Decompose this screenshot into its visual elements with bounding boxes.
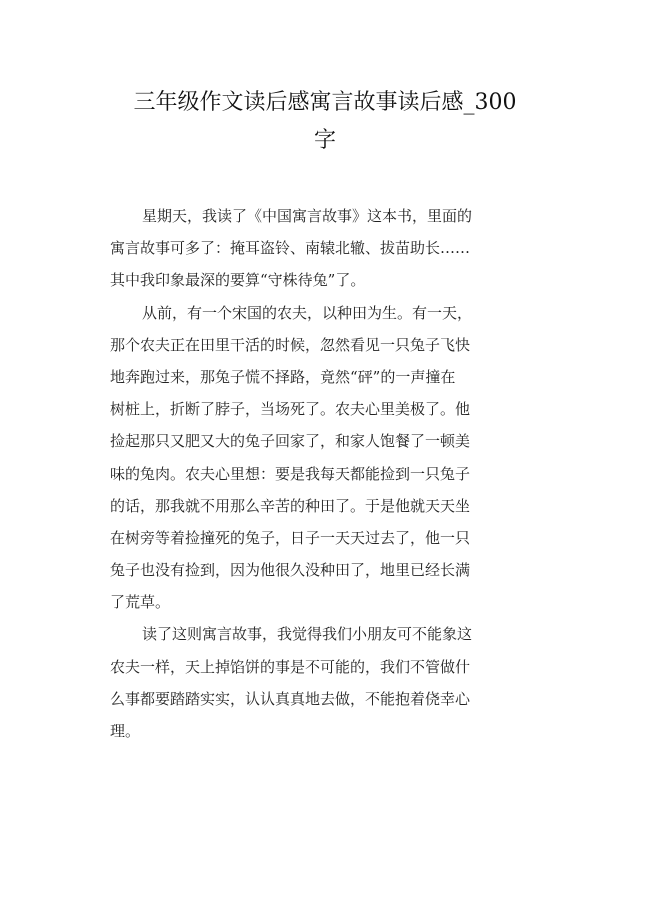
paragraph-3-line-1: 读了这则寓言故事，我觉得我们小朋友可不能象这 bbox=[142, 625, 473, 644]
paragraph-2-line-3: 地奔跑过来，那兔子慌不择路，竟然“砰”的一声撞在 bbox=[110, 367, 456, 386]
paragraph-2-line-8: 在树旁等着捡撞死的兔子，日子一天天过去了，他一只 bbox=[110, 528, 471, 547]
title-line-2: 字 bbox=[313, 128, 336, 153]
paragraph-3-line-2: 农夫一样，天上掉馅饼的事是不可能的，我们不管做什 bbox=[110, 657, 471, 676]
paragraph-1-line-3: 其中我印象最深的要算“守株待兔”了。 bbox=[110, 271, 366, 290]
paragraph-2-line-2: 那个农夫正在田里干活的时候，忽然看见一只兔子飞快 bbox=[110, 335, 471, 354]
document-title bbox=[110, 84, 540, 160]
document-body bbox=[110, 200, 550, 747]
paragraph-2-line-10: 了荒草。 bbox=[110, 593, 171, 612]
paragraph-2-line-4: 树桩上，折断了脖子，当场死了。农夫心里美极了。他 bbox=[110, 400, 471, 419]
paragraph-2-line-6: 味的兔肉。农夫心里想：要是我每天都能捡到一只兔子 bbox=[110, 464, 471, 483]
paragraph-2-line-1: 从前，有一个宋国的农夫，以种田为生。有一天， bbox=[142, 303, 473, 322]
paragraph-1-line-2: 寓言故事可多了：掩耳盗铃、南辕北辙、拔苗助长…… bbox=[110, 239, 471, 258]
paragraph-2-line-9: 兔子也没有捡到，因为他很久没种田了，地里已经长满 bbox=[110, 561, 471, 580]
title-line-1: 三年级作文读后感寓言故事读后感_300 bbox=[133, 90, 517, 115]
paragraph-2-line-5: 捡起那只又肥又大的兔子回家了，和家人饱餐了一顿美 bbox=[110, 432, 471, 451]
paragraph-2-line-7: 的话，那我就不用那么辛苦的种田了。于是他就天天坐 bbox=[110, 496, 471, 515]
paragraph-3-line-3: 么事都要踏踏实实，认认真真地去做，不能抱着侥幸心 bbox=[110, 689, 471, 708]
paragraph-1-line-1: 星期天，我读了《中国寓言故事》这本书，里面的 bbox=[142, 207, 473, 225]
paragraph-3-line-4: 理。 bbox=[110, 722, 141, 740]
